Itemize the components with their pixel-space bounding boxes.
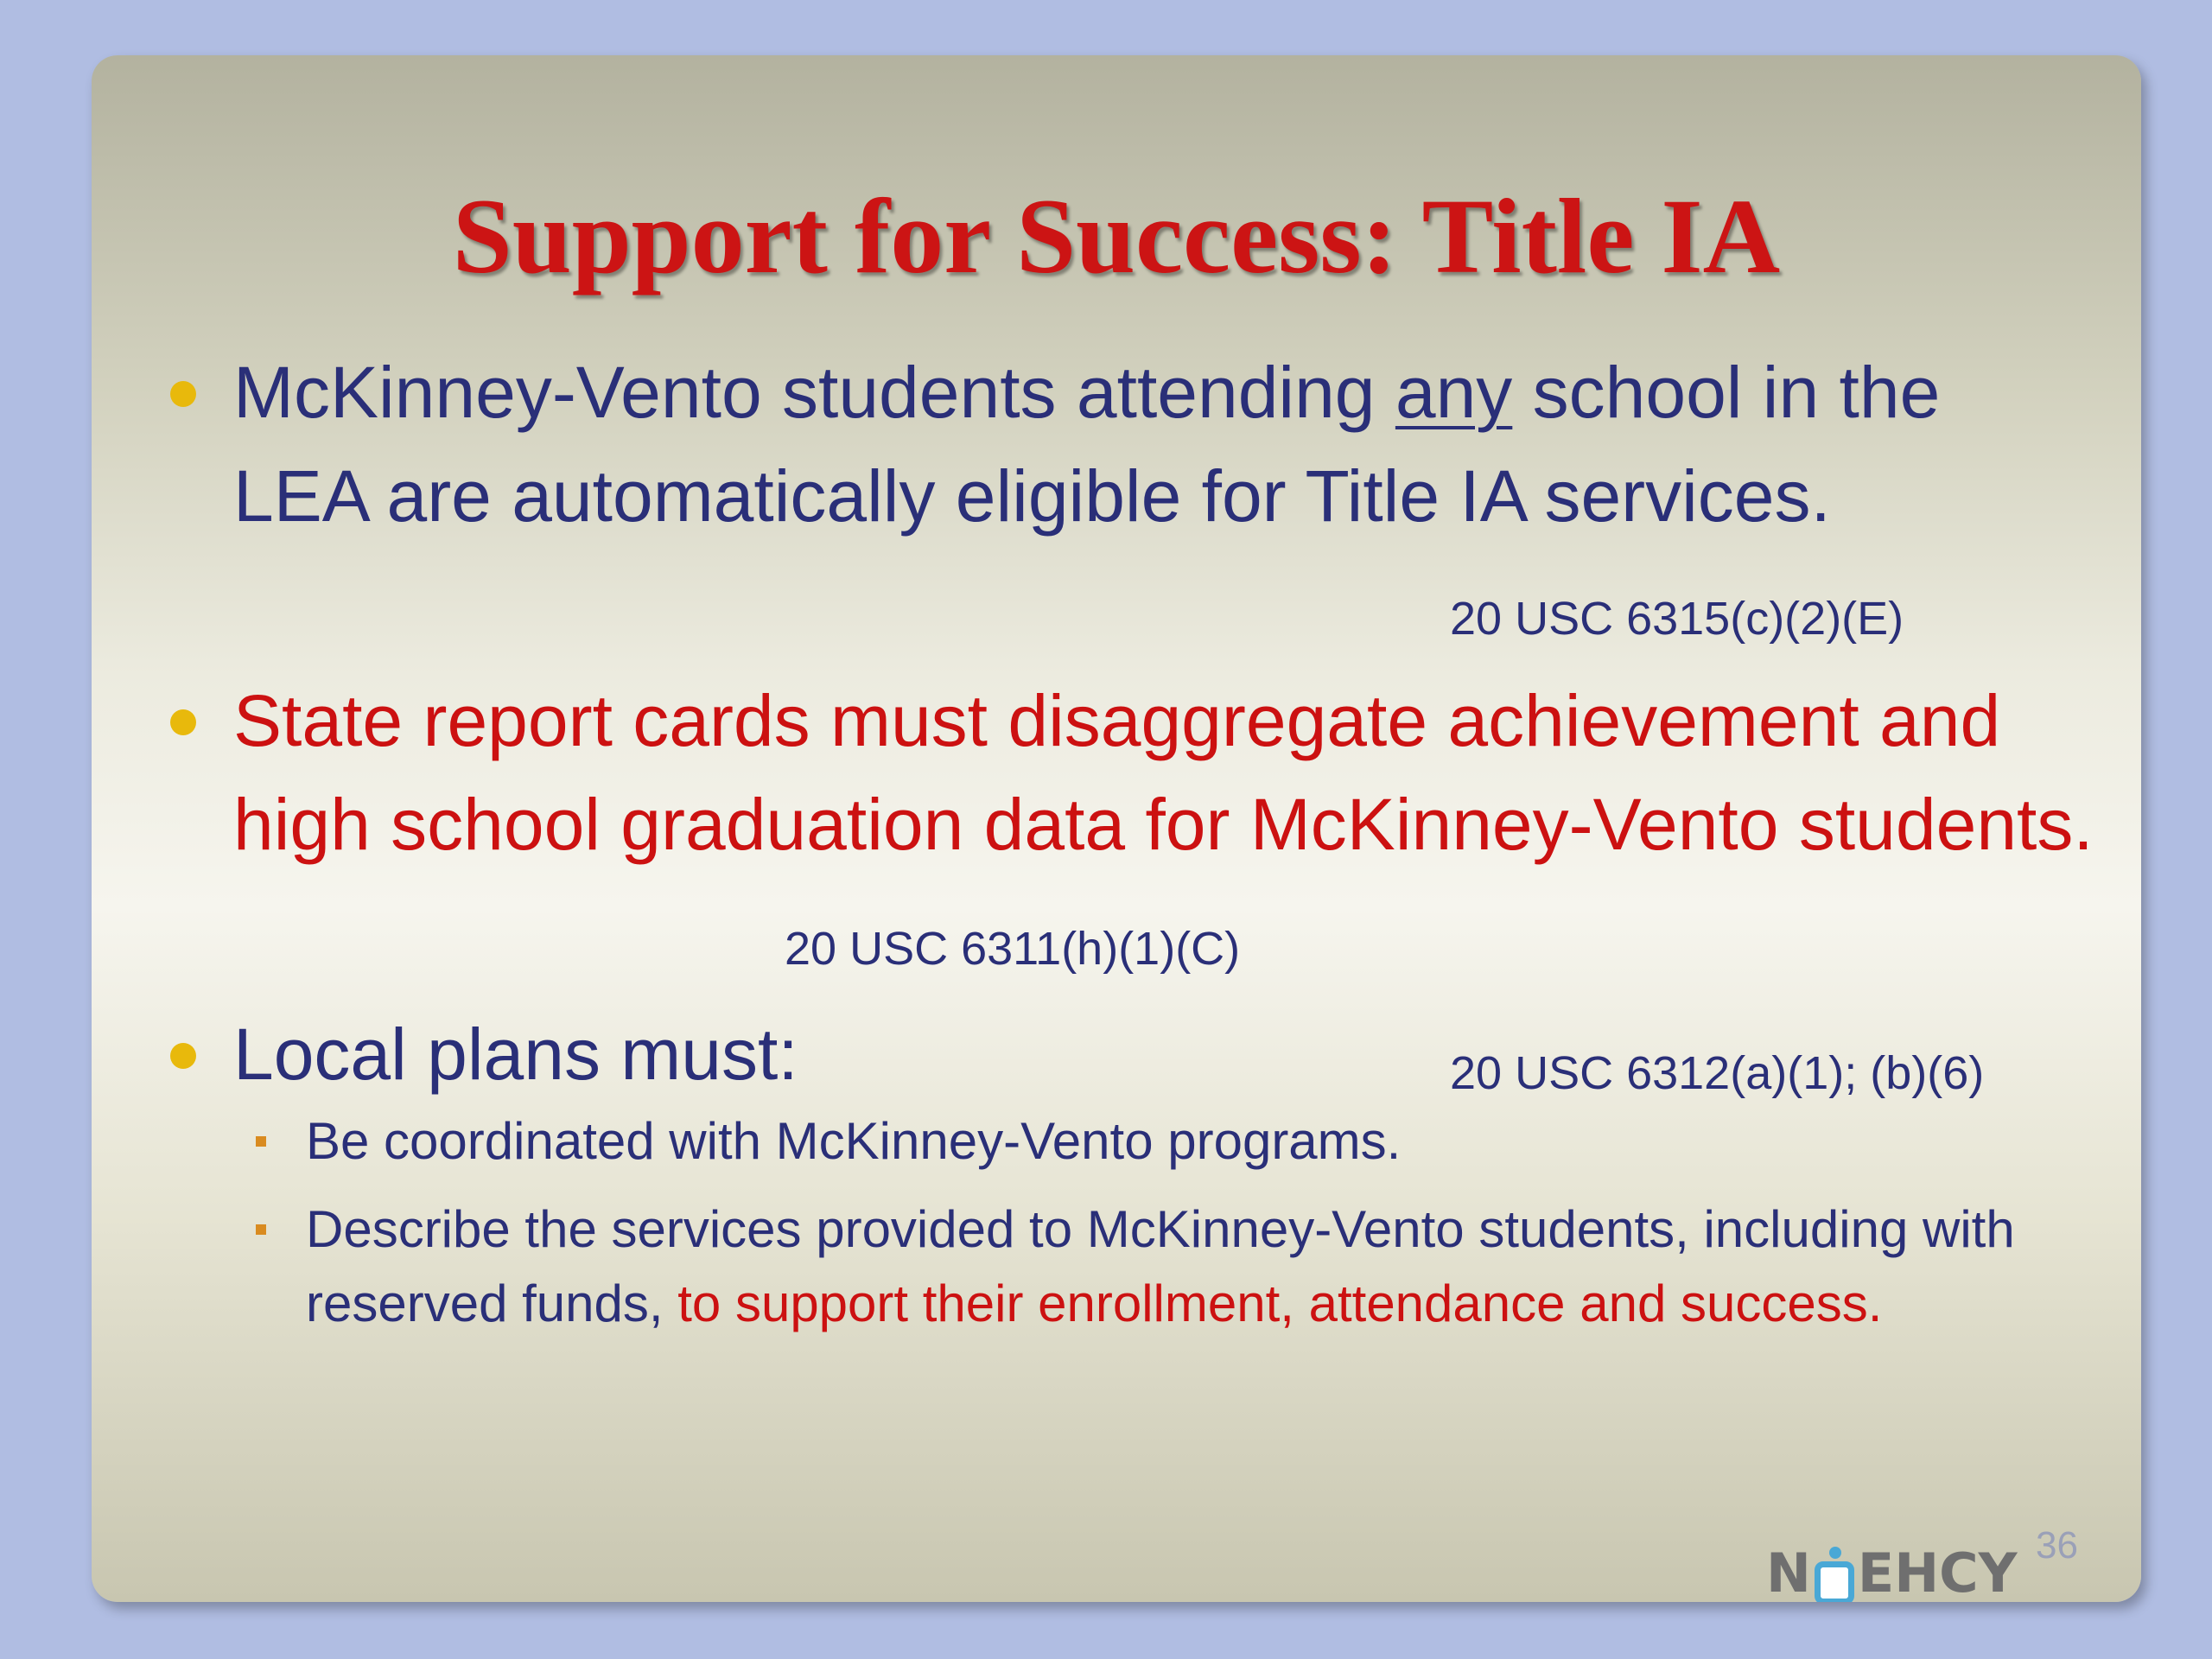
sub-item-text	[306, 1192, 2141, 1341]
sub-item-text: Be coordinated with McKinney-Vento programs.	[306, 1112, 1402, 1170]
bullet-text-part: school in the LEA are automatically eligible for Title IA services.	[233, 352, 1941, 537]
citation: 20 USC 6315(c)(2)(E)	[1450, 593, 1904, 645]
citation: 20 USC 6312(a)(1); (b)(6)	[1450, 1047, 1985, 1099]
logo-text-prefix: N	[1766, 1541, 1811, 1602]
apple-house-icon	[1815, 1561, 1854, 1602]
bullet-text	[233, 340, 2048, 548]
bullet-text: State report cards must disaggregate achievement and high school graduation data for McKinney-Vento students.	[233, 680, 2094, 865]
nchehcy-logo	[1766, 1541, 2018, 1602]
logo-text-suffix: EHCY	[1857, 1541, 2018, 1602]
sub-item-text-emphasis: to support their enrollment, attendance and success.	[677, 1274, 1883, 1332]
bullet-item-2	[233, 669, 2134, 876]
bullet-dot-icon	[170, 709, 196, 735]
page-number: 36	[2036, 1524, 2078, 1567]
bullet-text: Local plans must:	[233, 1014, 798, 1095]
sub-bullet-icon	[256, 1224, 266, 1235]
bullet-dot-icon	[170, 1043, 196, 1069]
emphasized-word: any	[1395, 352, 1513, 433]
bullet-dot-icon	[170, 381, 196, 407]
sub-bullet-icon	[256, 1136, 266, 1147]
sub-item-text-part: Describe the services provided to McKinney-Vento students, including with reserved funds,	[306, 1200, 2015, 1332]
citation: 20 USC 6311(h)(1)(C)	[785, 923, 1241, 975]
slide	[92, 55, 2141, 1602]
sub-item-1	[306, 1104, 2141, 1179]
slide-title: Support for Success: Title IA	[452, 177, 1781, 296]
bullet-text-part: McKinney-Vento students attending	[233, 352, 1395, 433]
sub-item-2	[306, 1192, 2141, 1341]
bullet-item-1	[233, 340, 2134, 548]
